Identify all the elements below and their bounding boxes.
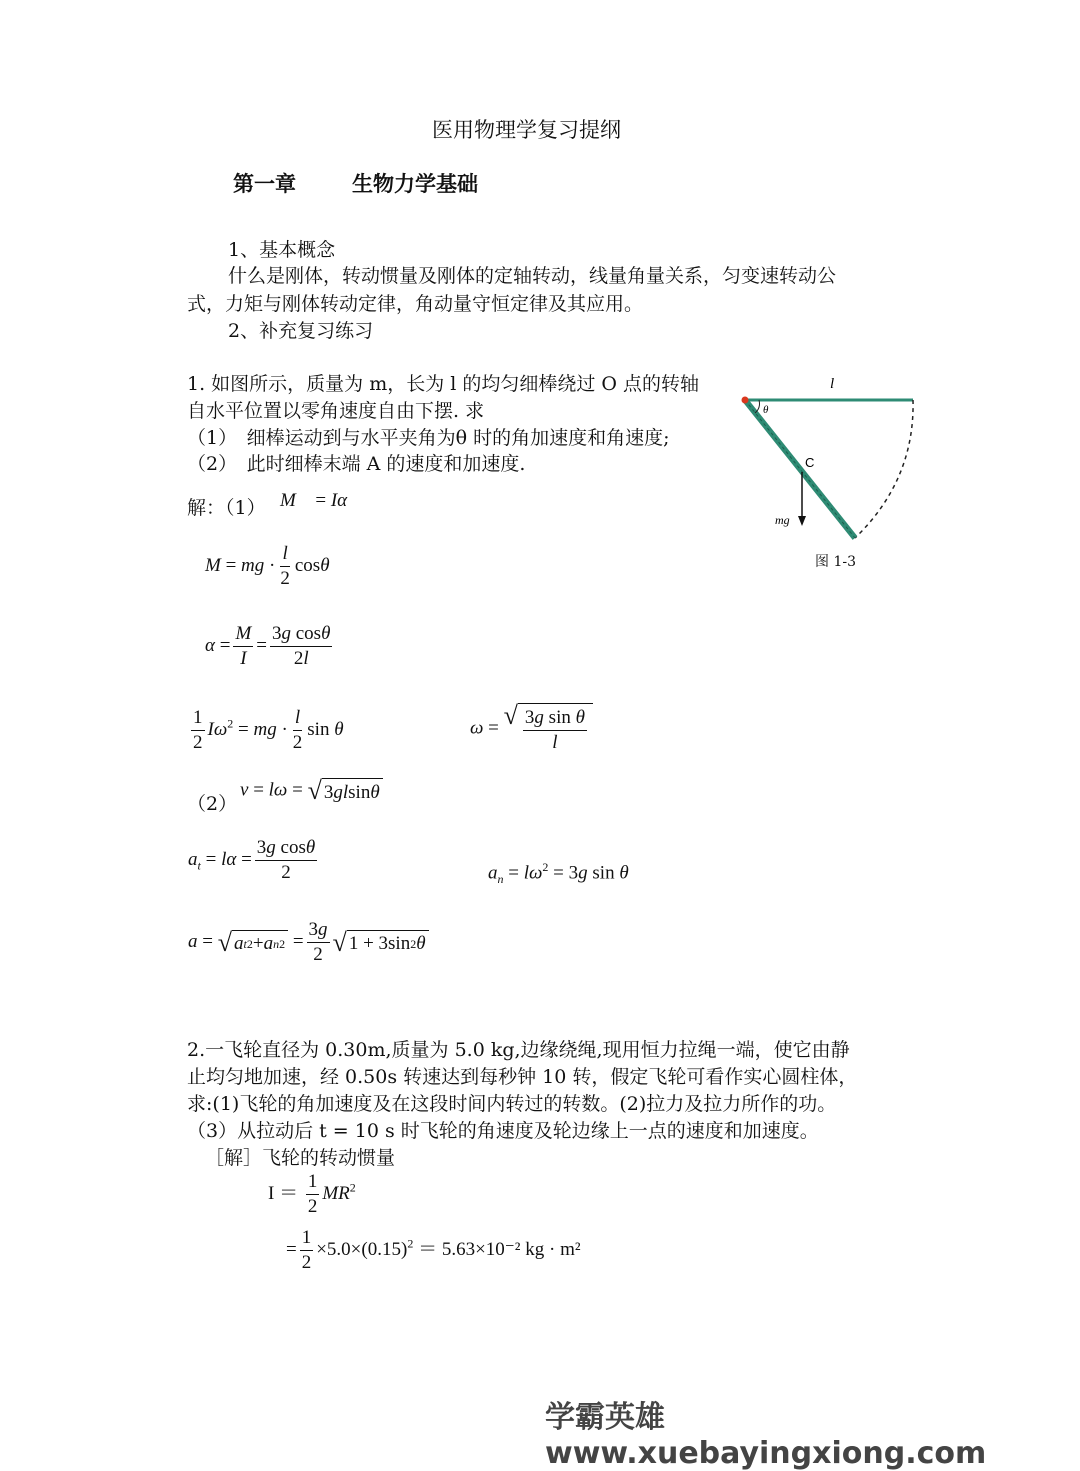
equation-angular-velocity: ω = √ $\frac{\text{3g sin θ}}{l}$ <box>470 703 593 755</box>
chapter-number: 第一章 <box>233 172 296 196</box>
figure-label-l: l <box>830 376 835 392</box>
equation-flywheel-inertia-value: = $\frac{1}{2}$ $\times 5.0\times(0.15)^2 = 5.63\times 10^{-2}$ kg · m² <box>286 1227 581 1273</box>
problem1-item-1: （1） 细棒运动到与水平夹角为θ 时的角加速度和角速度; <box>187 427 670 449</box>
figure-label-C: C <box>805 455 815 470</box>
figure-label-theta: θ <box>763 404 769 416</box>
chapter-title: 生物力学基础 <box>352 172 478 196</box>
concepts-line-2: 式，力矩与刚体转动定律，角动量守恒定律及其应用。 <box>187 293 644 315</box>
equation-flywheel-inertia: I ＝ $\frac{1}{2}$ $MR^2$ <box>268 1171 356 1217</box>
solution-label: 解：（1） <box>187 497 266 519</box>
problem2-line-4: （3）从拉动后 t = 10 s 时飞轮的角速度及轮边缘上一点的速度和加速度。 <box>187 1120 819 1142</box>
problem2-line-1: 2.一飞轮直径为 0.30m,质量为 5.0 kg,边缘绕绳,现用恒力拉绳一端，使它由静 <box>187 1039 850 1061</box>
problem2-solution-intro: ［解］飞轮的转动惯量 <box>205 1147 396 1169</box>
problem2-line-2: 止均匀地加速，经 0.50s 转速达到每秒钟 10 转，假定飞轮可看作实心圆柱体， <box>187 1066 858 1088</box>
figure-caption: 图 1-3 <box>815 554 856 570</box>
problem1-line-2: 自水平位置以零角速度自由下摆. 求 <box>187 400 485 422</box>
pivot-point-O <box>742 397 749 404</box>
concepts-line-1: 什么是刚体，转动惯量及刚体的定轴转动，线量角量关系，匀变速转动公 <box>228 265 837 287</box>
problem2-line-3: 求:(1)飞轮的角加速度及在这段时间内转过的转数。(2)拉力及拉力所作的功。 <box>187 1093 837 1115</box>
part2-label: （2） <box>187 793 238 815</box>
swing-arc <box>855 400 913 538</box>
equation-normal-acceleration: $a_n = l\omega^2 = 3g$ sin θ <box>488 860 629 887</box>
gravity-arrowhead <box>798 516 806 526</box>
section-heading-concepts: 1、基本概念 <box>228 239 336 261</box>
problem1-line-1: 1. 如图所示，质量为 m，长为 l 的均匀细棒绕过 O 点的转轴 <box>187 373 700 395</box>
equation-tangential-acceleration: $a_t = l\alpha$ = $\frac{\text{3g cosθ}}{2}$ <box>188 837 316 883</box>
problem1-item-2: （2） 此时细棒末端 A 的速度和加速度. <box>187 453 526 475</box>
figure-label-mg: mg <box>775 513 790 527</box>
document-title: 医用物理学复习提纲 <box>432 118 621 142</box>
pendulum-figure <box>735 370 925 570</box>
equation-total-acceleration: a = √ a t 2 + a n 2 = $\frac{3g}{2}$ √ 1 + 3sin 2 θ <box>188 918 429 967</box>
inertia-lhs: I ＝ <box>268 1182 299 1204</box>
inertia-result: ＝ 5.63×10⁻² kg · m² <box>418 1238 581 1260</box>
watermark: 学霸英雄 www.xuebayingxiong.com <box>545 1400 987 1471</box>
section-heading-exercises: 2、补充复习练习 <box>228 320 374 342</box>
equation-energy: $\frac{1}{2}$ $I\omega^2$ = mg · $\frac{l}{2}$ sin θ <box>193 707 344 753</box>
equation-angular-acceleration: α = $\frac{M}{I}$ = $\frac{\text{3g cosθ}}{2l}$ <box>205 623 331 669</box>
equation-torque-law: M⃗ = Iα⃗ <box>280 490 362 511</box>
equation-end-velocity: v = lω = √ 3 gl sin θ <box>240 778 383 804</box>
equation-torque: M = mg · $\frac{l}{2}$ cosθ <box>205 543 330 589</box>
